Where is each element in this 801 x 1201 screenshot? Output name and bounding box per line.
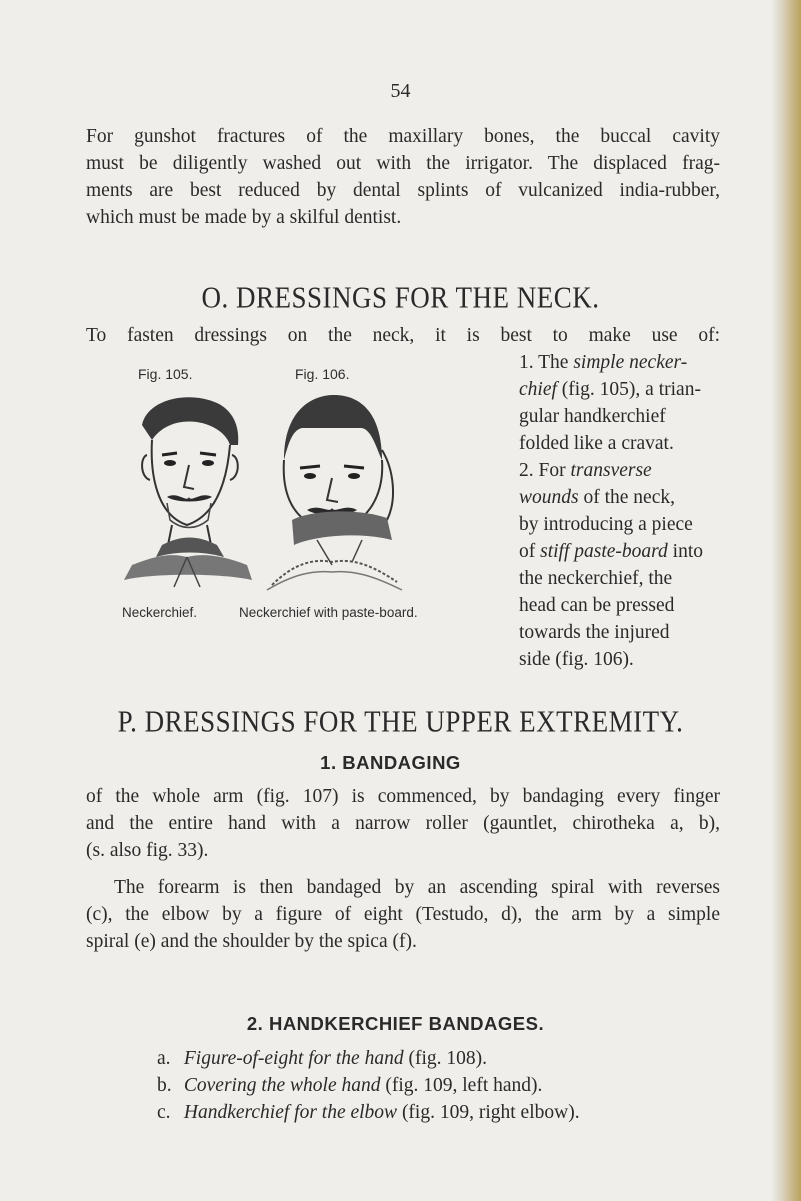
fig-105-caption: Neckerchief. xyxy=(122,605,198,620)
bandaging-line: and the entire hand with a narrow roller (gauntlet, chirotheka a, b), xyxy=(86,813,720,834)
list-item xyxy=(157,1048,487,1070)
item-2-line: the neckerchief, the xyxy=(519,568,673,589)
list-item xyxy=(157,1075,542,1097)
subheading-bandaging: 1. BANDAGING xyxy=(320,752,461,773)
item-2-line-italic: stiff paste-board xyxy=(540,541,668,562)
item-1-rest: (fig. 105), a trian- xyxy=(561,379,701,400)
item-2-line: side (fig. 106). xyxy=(519,649,634,670)
item-2-number: 2. For xyxy=(519,460,566,481)
section-heading-neck: O. DRESSINGS FOR THE NECK. xyxy=(201,279,600,315)
list-item-rest: (fig. 109, left hand). xyxy=(385,1075,543,1096)
intro-line: For gunshot fractures of the maxillary bones, the buccal cavity xyxy=(86,126,720,147)
item-2-italic-2: wounds xyxy=(519,487,579,508)
bandaging-paragraph xyxy=(86,783,720,955)
fig-106-illustration xyxy=(222,390,422,600)
neck-item-2 xyxy=(519,457,721,673)
forearm-line: The forearm is then bandaged by an ascending spiral with reverses xyxy=(114,877,720,898)
list-item-label: a. xyxy=(157,1048,171,1069)
item-2-line: by introducing a piece xyxy=(519,514,693,535)
intro-line: must be diligently washed out with the irrigator. The displaced frag- xyxy=(86,153,720,174)
intro-line: which must be made by a skilful dentist. xyxy=(86,207,402,228)
item-1-italic: simple necker- xyxy=(573,352,688,373)
intro-paragraph xyxy=(86,123,720,231)
forearm-line: spiral (e) and the shoulder by the spica (f). xyxy=(86,931,417,952)
list-item-italic: Figure-of-eight for the hand xyxy=(183,1048,404,1069)
item-2-line: towards the injured xyxy=(519,622,670,643)
neck-lead: To fasten dressings on the neck, it is best to make use of: xyxy=(86,325,720,346)
item-2-italic: transverse xyxy=(570,460,652,481)
neck-items-column xyxy=(519,349,721,673)
list-item-rest: (fig. 108). xyxy=(408,1048,487,1069)
intro-line: ments are best reduced by dental splints of vulcanized india-rubber, xyxy=(86,180,720,201)
list-item-label: c. xyxy=(157,1102,171,1123)
bandaging-line: (s. also fig. 33). xyxy=(86,840,209,861)
list-item xyxy=(157,1102,580,1124)
neck-item-1 xyxy=(519,349,721,457)
list-item-italic: Covering the whole hand xyxy=(183,1075,381,1096)
fig-106-caption: Neckerchief with paste-board. xyxy=(239,605,418,620)
item-2-rest: of the neck, xyxy=(583,487,675,508)
item-1-line: folded like a cravat. xyxy=(519,433,674,454)
list-item-label: b. xyxy=(157,1075,172,1096)
page-number: 54 xyxy=(390,80,411,102)
section-heading-upper-extremity: P. DRESSINGS FOR THE UPPER EXTREMITY. xyxy=(117,703,684,739)
list-item-rest: (fig. 109, right elbow). xyxy=(401,1102,580,1123)
fig-105-label: Fig. 105. xyxy=(138,366,193,382)
item-1-line: gular handkerchief xyxy=(519,406,666,427)
item-1-number: 1. The xyxy=(519,352,569,373)
item-1-italic-2: chief xyxy=(519,379,557,400)
item-2-line-pre: of xyxy=(519,541,536,562)
bandaging-line: of the whole arm (fig. 107) is commenced, by bandaging every finger xyxy=(86,786,720,807)
item-2-line-post: into xyxy=(672,541,703,562)
fig-106-label: Fig. 106. xyxy=(295,366,350,382)
item-2-line: head can be pressed xyxy=(519,595,675,616)
subheading-handkerchief-bandages: 2. HANDKERCHIEF BANDAGES. xyxy=(246,1013,545,1034)
list-item-italic: Handkerchief for the elbow xyxy=(183,1102,398,1123)
forearm-line: (c), the elbow by a figure of eight (Testudo, d), the arm by a simple xyxy=(86,904,720,925)
